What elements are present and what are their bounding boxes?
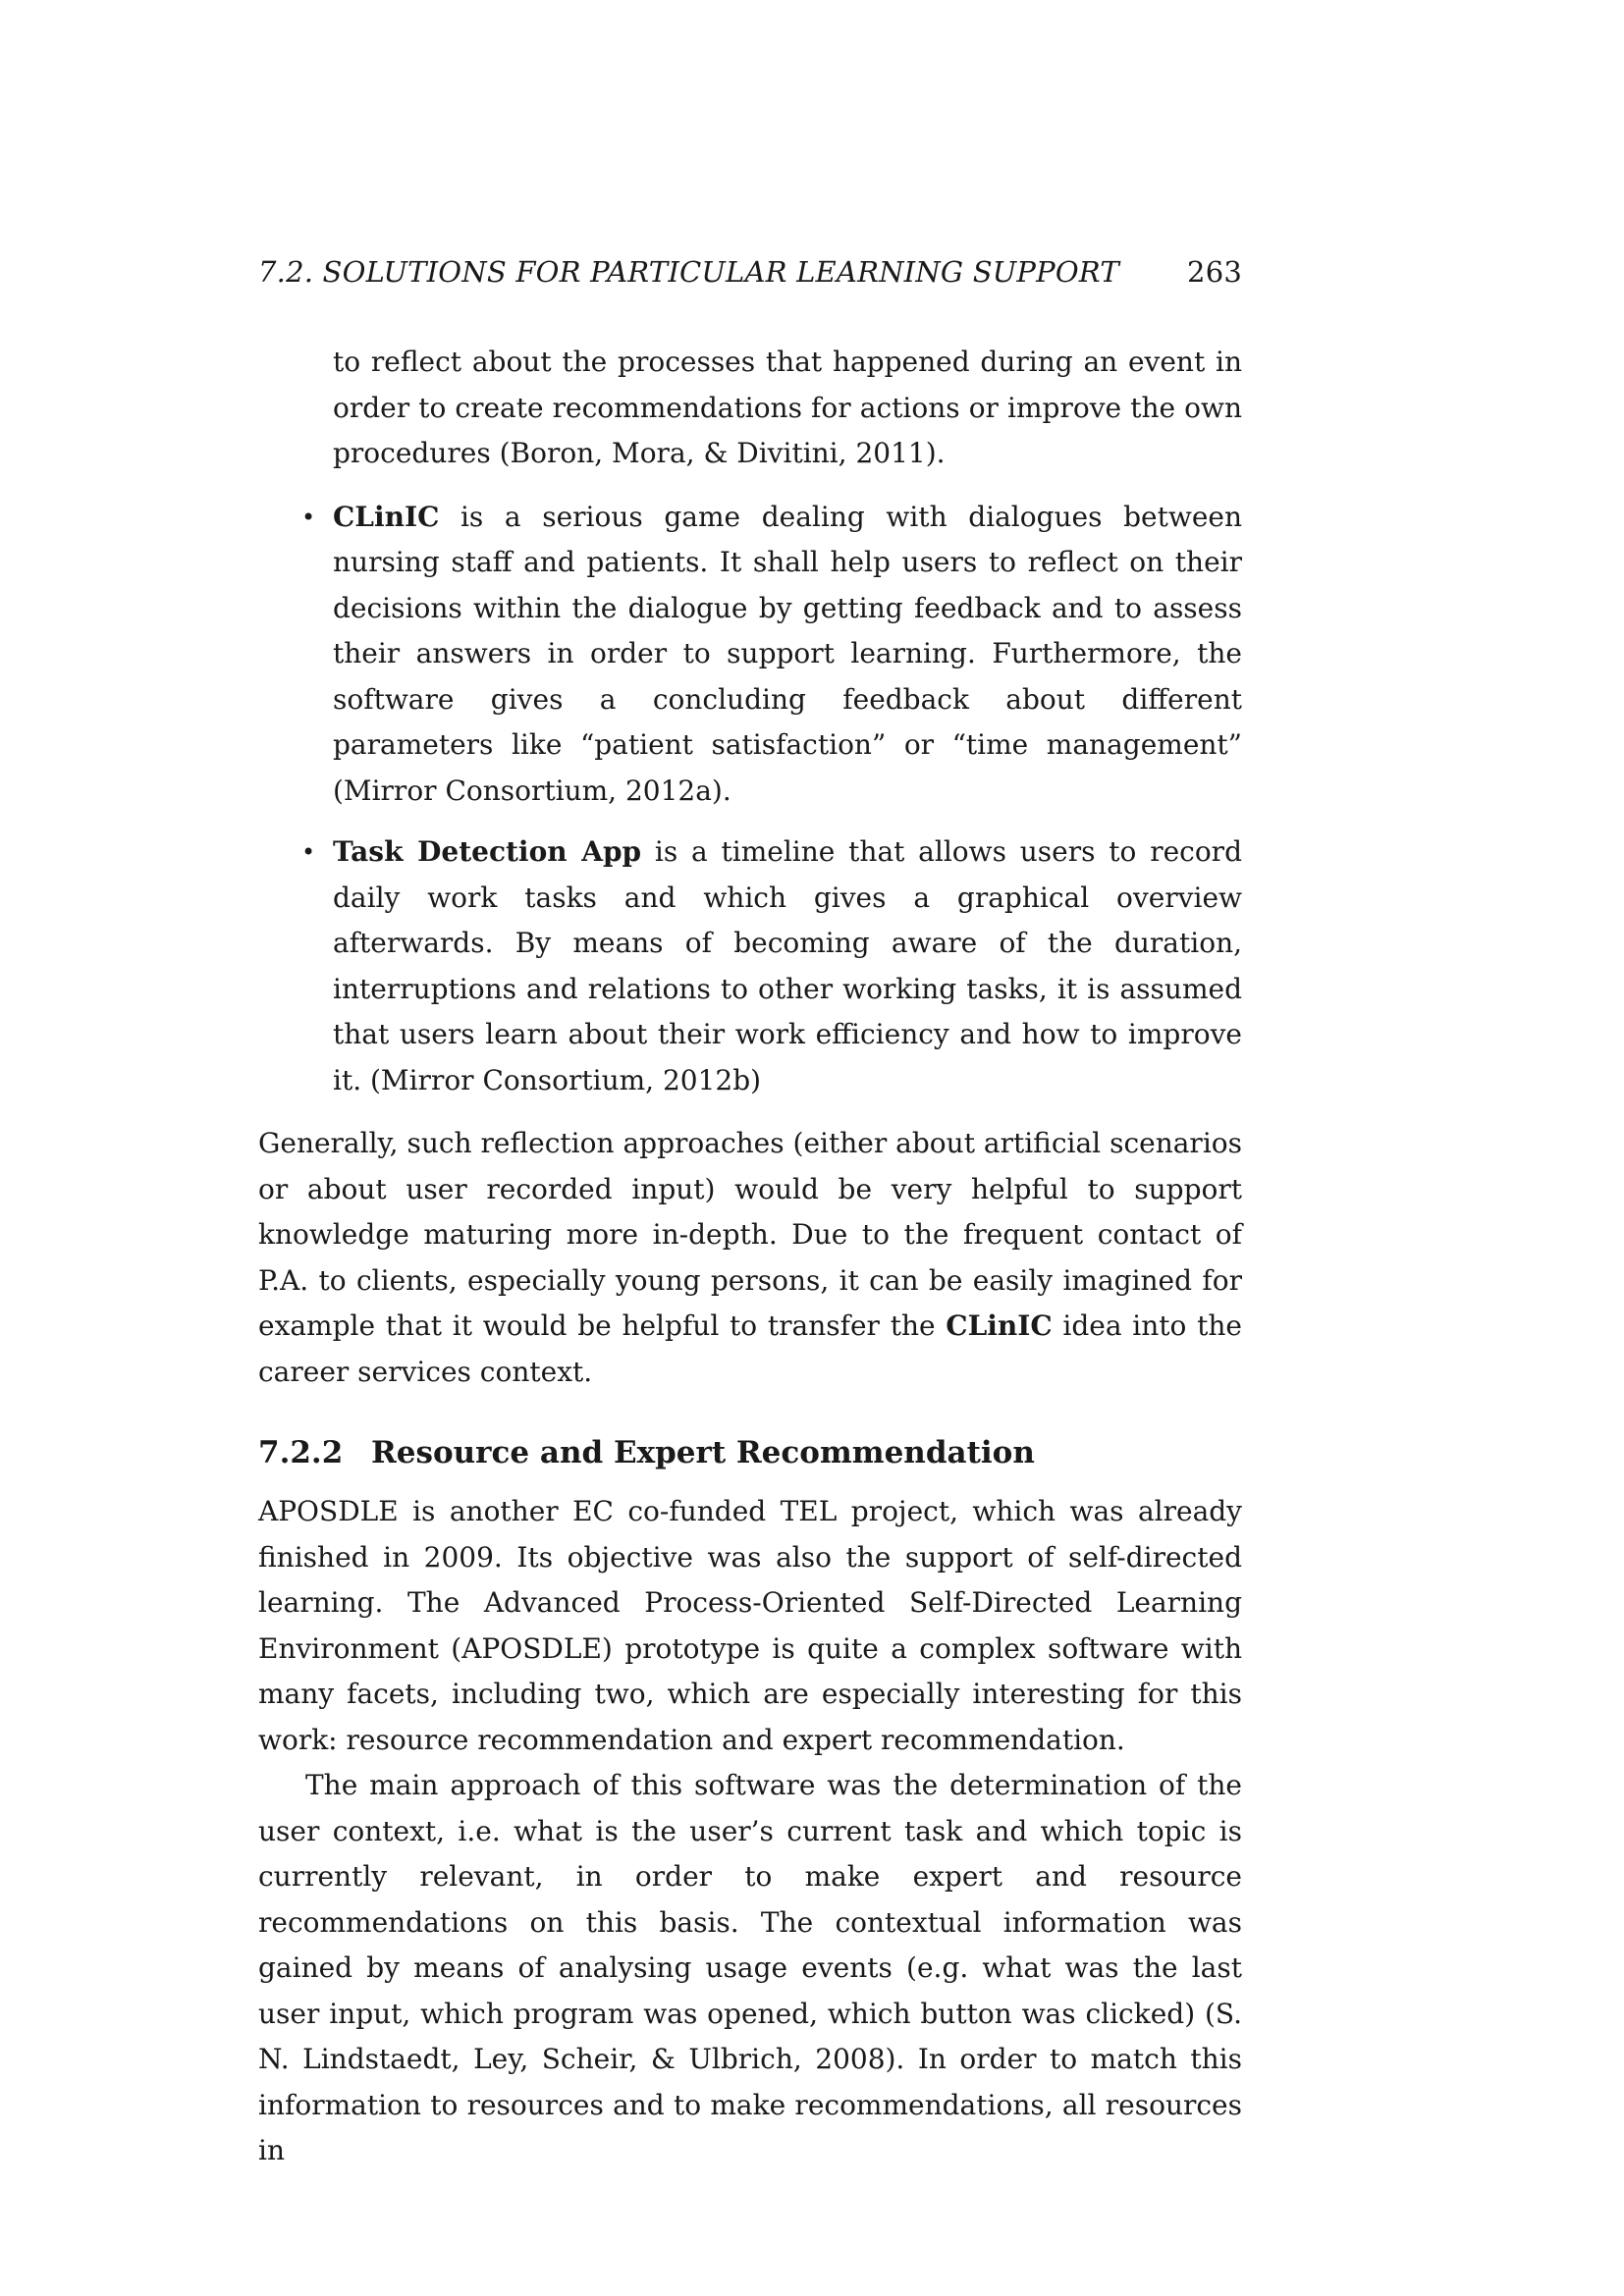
bullet-icon: • [301,838,316,866]
body-paragraph: The main approach of this software was the determination of the user context, i.e. what is the user’s current task and which topic is currently relevant, in order to make expert and resource recommendations on this basis. The contextual information was gained by means of analysing usage events (e.g. what was the last user input, which program was opened, which button was clicked) (S. N. Lindstaedt, Ley, Scheir, & Ulbrich, 2008). In order to match this information to resources and to make recommendations, all resources in [258,1769,1242,2166]
section-number: 7.2.2 [258,1435,344,1470]
body-paragraph [258,1121,1242,1395]
section-title: Resource and Expert Recommendation [371,1435,1035,1470]
paragraph-text: Generally, such reflection approaches (either about artificial scenarios or about user recorded input) would be very helpful to support knowledge maturing more in-depth. Due to the frequent contact of P.A. to clients, especially young persons, it can be easily imagined for example that it would be helpful to transfer the [258,1127,1242,1342]
document-page [258,255,1242,2174]
paragraph-term: CLinIC [946,1309,1053,1342]
item-text: is a serious game dealing with dialogues between nursing staff and patients. It shall help users to reflect on their decisions within the dialogue by getting feedback and to assess their answers in order to support learning. Furthermore, the software gives a concluding feedback about different parameters like “patient satisfaction” or “time management” (Mirror Consortium, 2012a). [333,500,1242,807]
item-term: CLinIC [333,500,440,533]
bullet-list [258,495,1242,1104]
section-heading [258,1430,1242,1475]
running-title: 7.2. SOLUTIONS FOR PARTICULAR LEARNING SUPPORT [258,255,1119,289]
list-item [258,829,1242,1103]
running-header [258,255,1242,302]
paragraph-text-end: idea into the career services context. [258,1309,1242,1388]
bullet-icon: • [301,503,316,531]
continued-list-item: to reflect about the processes that happened during an event in order to create recommendations for actions or improve the own procedures (Boron, Mora, & Divitini, 2011). [333,346,1242,469]
item-term: Task Detection App [333,835,642,868]
list-item [258,495,1242,815]
page-number: 263 [1187,255,1242,289]
item-text: is a timeline that allows users to record daily work tasks and which gives a graphical overview afterwards. By means of becoming aware of the duration, interruptions and relations to other working tasks, it is assumed that users learn about their work efficiency and how to improve it. (Mirror Consortium, 2012b) [333,835,1242,1096]
body-paragraph: APOSDLE is another EC co-funded TEL project, which was already finished in 2009. Its objective was also the support of self-directed learning. The Advanced Process-Oriented Self-Directed Learning Environment (APOSDLE) prototype is quite a complex software with many facets, including two, which are especially interesting for this work: resource recommendation and expert recommendation. [258,1495,1242,1756]
